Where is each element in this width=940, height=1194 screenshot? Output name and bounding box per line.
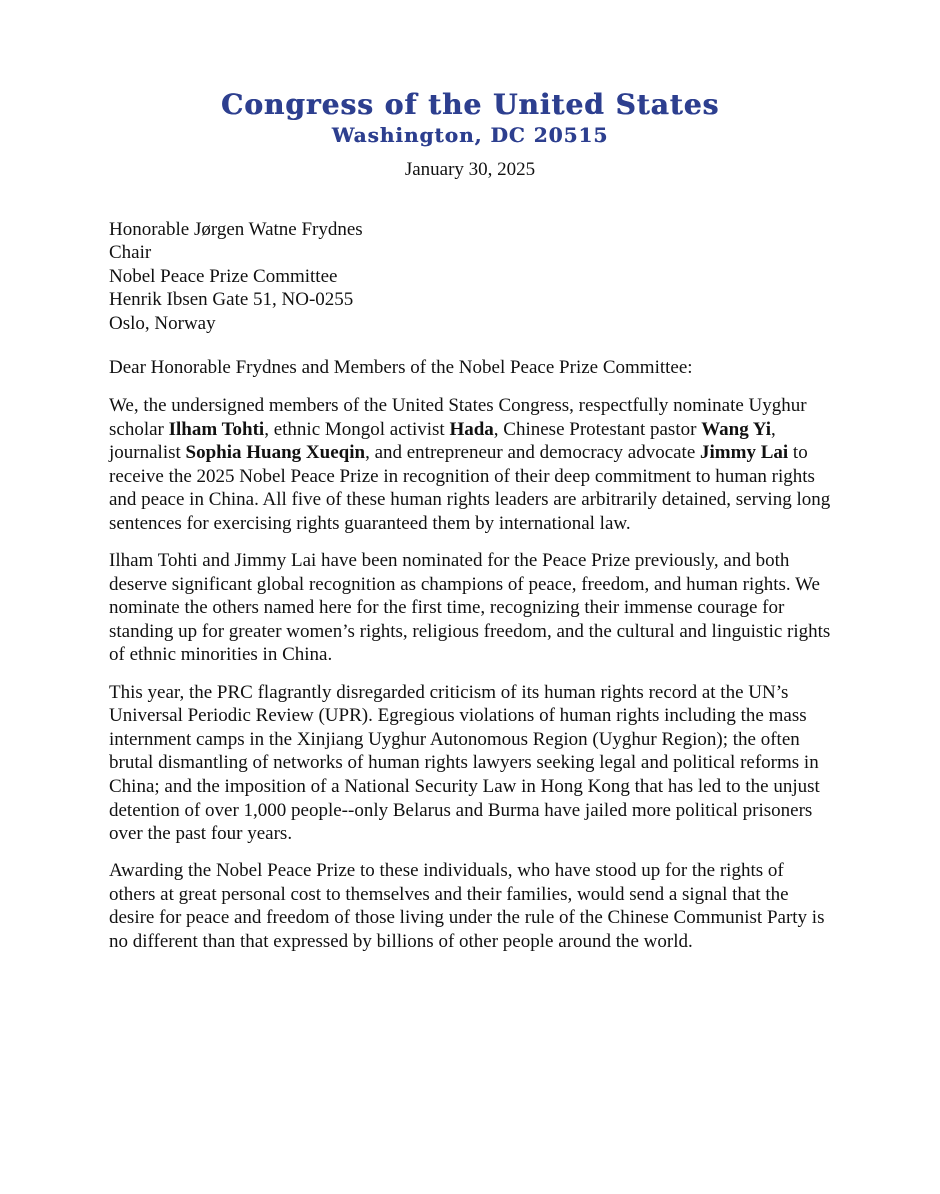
recipient-city: Oslo, Norway bbox=[109, 312, 216, 334]
p1-text-4: , journalist bbox=[109, 418, 776, 464]
nominee-wang-yi: Wang Yi bbox=[701, 418, 772, 440]
paragraph-prc-violations: This year, the PRC flagrantly disregarded criticism of its human rights record at the UN’s Universal Periodic Review (UPR). Egregious violations of human rights including the mass internment camps in the Xinjiang Uyghur Autonomous Region (Uyghur Region); the often brutal dismantling of networks of human rights lawyers seeking legal and political reforms in China; and the imposition of a National Security Law in Hong Kong that has led to the unjust detention of over 1,000 people--only Belarus and Burma have jailed more political prisoners over the past four years. bbox=[109, 681, 820, 845]
letter-date: January 30, 2025 bbox=[404, 159, 536, 180]
recipient-organization: Nobel Peace Prize Committee bbox=[109, 265, 338, 287]
letterhead-title: Congress of the United States bbox=[220, 88, 720, 121]
nominee-sophia-huang-xueqin: Sophia Huang Xueqin bbox=[185, 442, 366, 464]
p1-text-2: , ethnic Mongol activist bbox=[264, 418, 450, 440]
letterhead-address: Washington, DC 20515 bbox=[331, 123, 609, 147]
p1-text-5: , and entrepreneur and democracy advocate bbox=[365, 442, 701, 464]
nominee-hada: Hada bbox=[449, 418, 494, 440]
nominee-jimmy-lai: Jimmy Lai bbox=[700, 442, 789, 464]
letter-body bbox=[109, 394, 833, 967]
paragraph-previous-nominations: Ilham Tohti and Jimmy Lai have been nominated for the Peace Prize previously, and both deserve significant global recognition as champions of peace, freedom, and human rights. We nominate the others named here for the first time, recognizing their immense courage for standing up for greater women’s rights, religious freedom, and the cultural and linguistic rights of ethnic minorities in China. bbox=[109, 550, 831, 666]
recipient-title: Chair bbox=[109, 242, 152, 264]
paragraph-awarding: Awarding the Nobel Peace Prize to these individuals, who have stood up for the rights of others at great personal cost to themselves and their families, would send a signal that the desire for peace and freedom of those living under the rule of the Chinese Communist Party is no different than that expressed by billions of other people around the world. bbox=[109, 860, 825, 952]
recipient-street: Henrik Ibsen Gate 51, NO-0255 bbox=[109, 289, 354, 311]
p1-text-6: to receive the 2025 Nobel Peace Prize in recognition of their deep commitment to human rights and peace in China. All five of these human rights leaders are arbitrarily detained, serving long sentences for exercising rights guaranteed them by international law. bbox=[109, 442, 831, 534]
recipient-address bbox=[109, 218, 363, 335]
recipient-name: Honorable Jørgen Watne Frydnes bbox=[109, 219, 363, 240]
p1-text-1: We, the undersigned members of the United States Congress, respectfully nominate Uyghur scholar bbox=[109, 395, 807, 440]
p1-text-3: , Chinese Protestant pastor bbox=[493, 418, 702, 440]
letterhead bbox=[0, 88, 940, 148]
paragraph-nomination bbox=[109, 394, 833, 536]
nominee-ilham-tohti: Ilham Tohti bbox=[168, 418, 265, 440]
salutation: Dear Honorable Frydnes and Members of the Nobel Peace Prize Committee: bbox=[109, 357, 693, 378]
